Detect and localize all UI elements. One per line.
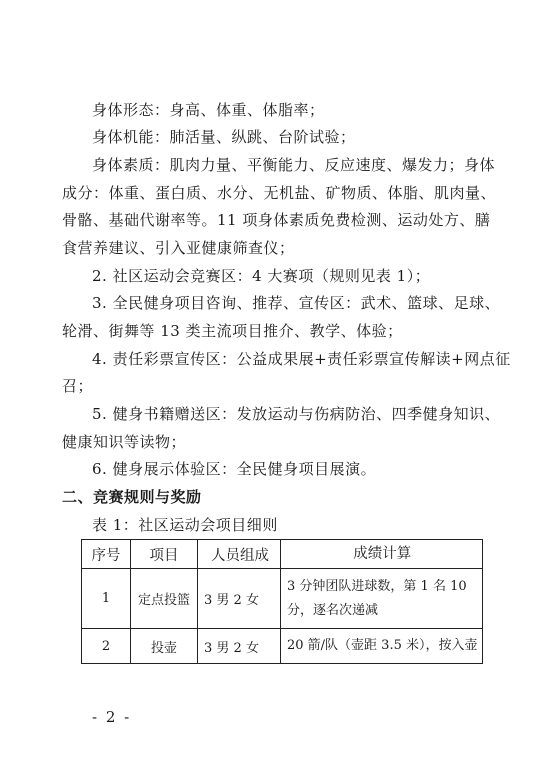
body-line-5: 骨骼、基础代谢率等。11 项身体素质免费检测、运动处方、膳	[62, 211, 491, 229]
body-line-6: 食营养建议、引入亚健康筛查仪；	[62, 239, 295, 257]
cell-scoring: 3 分钟团队进球数，第 1 名 10 分，逐名次递减	[281, 569, 483, 629]
cell-index: 1	[82, 569, 131, 629]
table-caption: 表 1：社区运动会项目细则	[92, 516, 278, 534]
cell-event: 投壶	[131, 629, 198, 664]
cell-index: 2	[82, 629, 131, 664]
table-row	[82, 629, 483, 664]
body-line-13: 健康知识等读物；	[62, 433, 187, 451]
body-line-9: 轮滑、街舞等 13 类主流项目推介、教学、体验；	[62, 322, 403, 340]
header-scoring: 成绩计算	[281, 540, 483, 569]
cell-event: 定点投篮	[131, 569, 198, 629]
rules-table	[81, 539, 483, 664]
body-line-7: 2. 社区运动会竞赛区：4 大赛项（规则见表 1）；	[92, 267, 431, 285]
body-line-8: 3. 全民健身项目咨询、推荐、宣传区：武术、篮球、足球、	[92, 294, 501, 312]
cell-members: 3 男 2 女	[198, 569, 281, 629]
body-line-1: 身体形态：身高、体重、体脂率；	[92, 101, 325, 119]
body-line-11: 召；	[62, 377, 94, 395]
header-members: 人员组成	[198, 540, 281, 569]
header-index: 序号	[82, 540, 131, 569]
table-header-row	[82, 540, 483, 569]
cell-scoring: 20 箭/队（壶距 3.5 米），按入壶	[281, 629, 483, 664]
body-line-2: 身体机能：肺活量、纵跳、台阶试验；	[92, 128, 356, 146]
body-line-3: 身体素质：肌肉力量、平衡能力、反应速度、爆发力；身体	[92, 156, 496, 174]
body-line-10: 4. 责任彩票宣传区：公益成果展+责任彩票宣传解读+网点征	[92, 350, 511, 368]
page-number: - 2 -	[92, 708, 132, 726]
body-line-4: 成分：体重、蛋白质、水分、无机盐、矿物质、体脂、肌肉量、	[62, 184, 497, 202]
body-line-12: 5. 健身书籍赠送区：发放运动与伤病防治、四季健身知识、	[92, 405, 501, 423]
section-heading: 二、竞赛规则与奖励	[62, 488, 202, 506]
table-row	[82, 569, 483, 629]
header-event: 项目	[131, 540, 198, 569]
body-line-14: 6. 健身展示体验区：全民健身项目展演。	[92, 460, 377, 478]
cell-members: 3 男 2 女	[198, 629, 281, 664]
